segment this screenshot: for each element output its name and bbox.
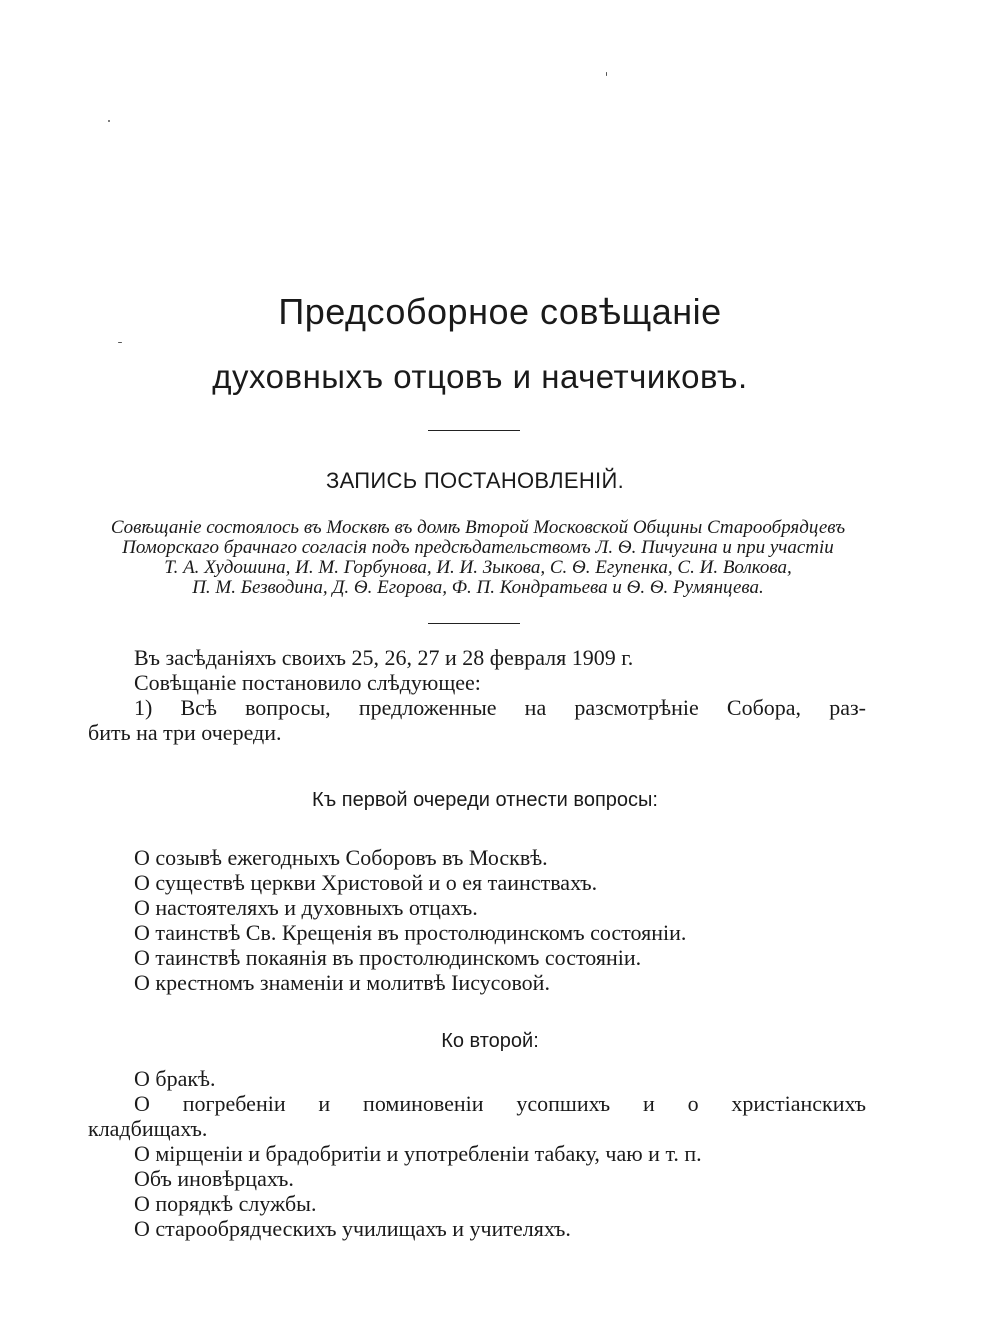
intro-paragraph [88, 645, 866, 745]
intro-line: Совѣщаніе постановило слѣдующее: [134, 670, 481, 695]
second-queue-heading: Ко второй: [441, 1030, 539, 1052]
intro-line: бить на три очереди. [88, 720, 282, 745]
first-queue-list [88, 845, 866, 995]
list-item: О старообрядческихъ училищахъ и учителяхъ. [134, 1216, 571, 1241]
participants-line: Т. А. Худошина, И. М. Горбунова, И. И. Зыкова, С. Ѳ. Егупенка, С. И. Волкова, [164, 557, 792, 578]
list-item: О созывѣ ежегодныхъ Соборовъ въ Москвѣ. [134, 845, 548, 870]
list-item: О таинствѣ покаянія въ простолюдинскомъ состояніи. [134, 945, 642, 970]
document-title-line-2: духовныхъ отцовъ и начетчиковъ. [212, 358, 748, 395]
participants-line: Совѣщаніе состоялось въ Москвѣ въ домѣ Второй Московской Общины Старообрядцевъ [110, 517, 846, 538]
first-queue-heading: Къ первой очереди отнести вопросы: [312, 789, 658, 811]
participants-line: П. М. Безводина, Д. Ѳ. Егорова, Ф. П. Кондратьева и Ѳ. Ѳ. Румянцева. [192, 577, 764, 598]
list-item: Объ иновѣрцахъ. [134, 1166, 294, 1191]
intro-line: 1) Всѣ вопросы, предложенные на разсмотрѣніе Собора, раз- [134, 695, 866, 720]
list-item: О крестномъ знаменіи и молитвѣ Іисусовой. [134, 970, 550, 995]
record-heading: ЗАПИСЬ ПОСТАНОВЛЕНІЙ. [325, 468, 624, 493]
list-item: О мірщеніи и брадобритіи и употребленіи табаку, чаю и т. п. [134, 1141, 702, 1166]
list-item: О бракѣ. [134, 1066, 216, 1091]
list-item: О порядкѣ службы. [134, 1191, 317, 1216]
intro-line: Въ засѣданіяхъ своихъ 25, 26, 27 и 28 февраля 1909 г. [134, 645, 634, 670]
second-queue-list [88, 1066, 866, 1241]
document-title-line-1: Предсоборное совѣщаніе [278, 291, 722, 332]
list-item: О существѣ церкви Христовой и о ея таинствахъ. [134, 870, 598, 895]
list-item: О таинствѣ Св. Крещенія въ простолюдинскомъ состояніи. [134, 920, 687, 945]
scan-speck [606, 72, 607, 76]
participants-paragraph [88, 518, 868, 598]
separator-rule [428, 623, 520, 624]
scan-speck [108, 120, 110, 122]
participants-line: Поморскаго брачнаго согласія подъ предсѣдательствомъ Л. Ѳ. Пичугина и при участіи [122, 537, 834, 558]
scan-speck [118, 342, 122, 343]
list-item: О погребеніи и поминовеніи усопшихъ и о христіанскихъ [134, 1091, 866, 1116]
list-item: О настоятеляхъ и духовныхъ отцахъ. [134, 895, 478, 920]
separator-rule [428, 430, 520, 431]
list-item-continuation: кладбищахъ. [88, 1116, 208, 1141]
